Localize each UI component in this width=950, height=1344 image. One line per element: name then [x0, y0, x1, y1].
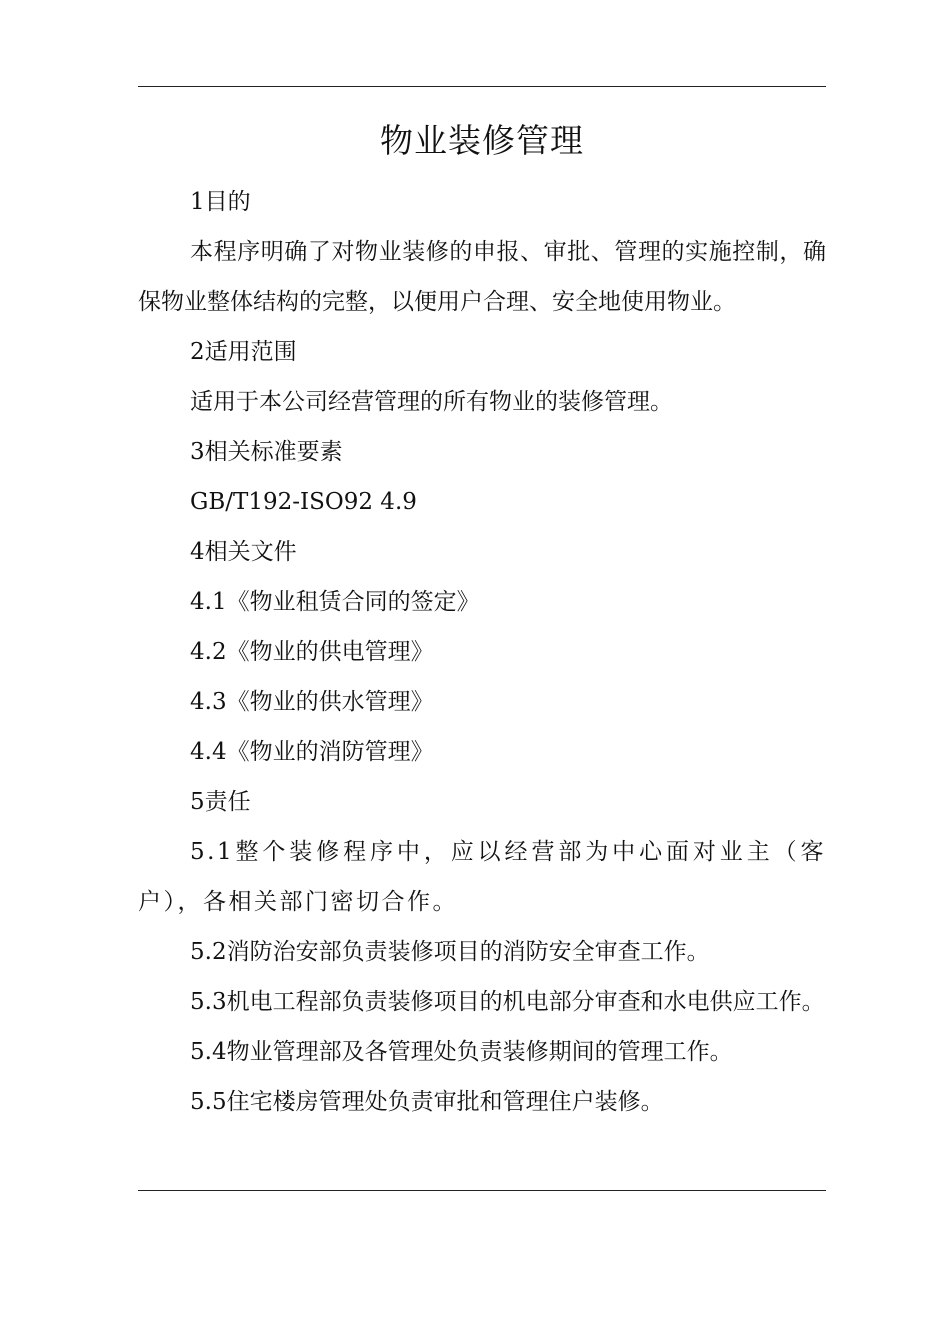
document-title: 物业装修管理 [380, 121, 584, 160]
section-heading-standards: 3相关标准要素 [190, 439, 343, 465]
footer-rule [138, 1190, 826, 1191]
section-heading-scope: 2适用范围 [190, 339, 297, 365]
paragraph-standards: GB/T192-ISO92 4.9 [190, 489, 417, 515]
header-rule [138, 86, 826, 87]
list-item-responsibility: 5.5住宅楼房管理处负责审批和管理住户装修。 [190, 1089, 664, 1115]
list-item-responsibility: 5.3机电工程部负责装修项目的机电部分审查和水电供应工作。 [190, 989, 825, 1015]
section-heading-purpose: 1目的 [190, 189, 251, 215]
list-item-related-doc: 4.1《物业租赁合同的签定》 [190, 589, 480, 615]
section-heading-related-docs: 4相关文件 [190, 539, 297, 565]
section-heading-responsibility: 5责任 [190, 789, 251, 815]
paragraph-scope: 适用于本公司经营管理的所有物业的装修管理。 [190, 389, 673, 415]
list-item-responsibility: 5.2消防治安部负责装修项目的消防安全审查工作。 [190, 939, 710, 965]
list-item-related-doc: 4.4《物业的消防管理》 [190, 739, 434, 765]
paragraph-purpose: 本程序明确了对物业装修的申报、审批、管理的实施控制，确保物业整体结构的完整，以便用户合理、安全地使用物业。 [138, 239, 826, 315]
list-item-responsibility: 5.1整个装修程序中，应以经营部为中心面对业主（客户），各相关部门密切合作。 [138, 839, 826, 915]
list-item-related-doc: 4.2《物业的供电管理》 [190, 639, 434, 665]
list-item-related-doc: 4.3《物业的供水管理》 [190, 689, 434, 715]
list-item-responsibility: 5.4物业管理部及各管理处负责装修期间的管理工作。 [190, 1039, 733, 1065]
document-body [138, 177, 826, 1127]
